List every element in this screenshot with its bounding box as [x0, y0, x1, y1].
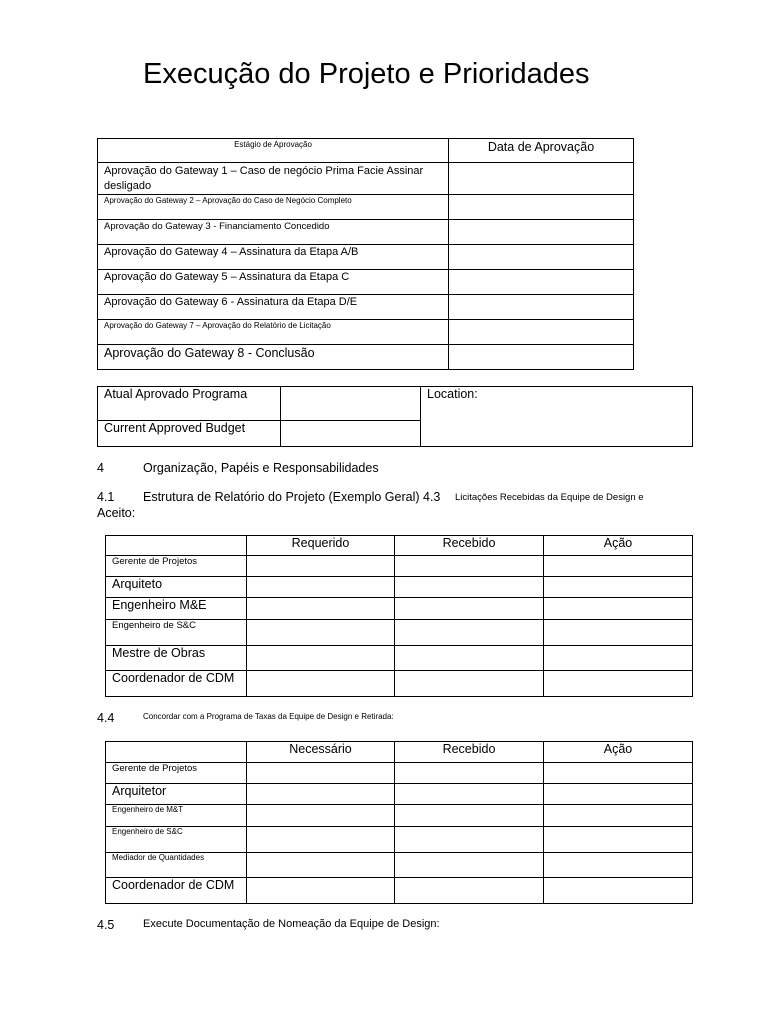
fees-cell[interactable] [395, 763, 544, 784]
bids-row-label: Arquiteto [106, 577, 247, 598]
bids-cell[interactable] [247, 671, 395, 697]
fees-row-label: Coordenador de CDM [106, 878, 247, 904]
fees-row-label: Engenheiro de S&C [106, 827, 247, 853]
fees-cell[interactable] [395, 784, 544, 805]
approval-row-3: Aprovação do Gateway 3 - Financiamento Concedido [98, 220, 449, 245]
bids-cell[interactable] [247, 556, 395, 577]
bids-row-label: Gerente de Projetos [106, 556, 247, 577]
bids-row-label: Engenheiro de S&C [106, 620, 247, 646]
fees-cell[interactable] [544, 805, 693, 827]
location-cell[interactable] [421, 387, 693, 447]
approval-row-5: Aprovação do Gateway 5 – Assinatura da Etapa C [98, 270, 449, 295]
fees-header-action: Ação [544, 742, 693, 763]
fees-header-received: Recebido [395, 742, 544, 763]
bids-cell[interactable] [544, 556, 693, 577]
bids-cell[interactable] [247, 646, 395, 671]
section-41-number: 4.1 [97, 490, 115, 504]
fees-cell[interactable] [544, 784, 693, 805]
fees-cell[interactable] [544, 827, 693, 853]
current-budget-value[interactable] [281, 421, 421, 447]
bids-header-required: Requerido [247, 536, 395, 556]
section-45-heading: Execute Documentação de Nomeação da Equipe de Design: [143, 918, 440, 930]
bids-cell[interactable] [544, 577, 693, 598]
bids-cell[interactable] [395, 598, 544, 620]
bids-cell[interactable] [395, 646, 544, 671]
fees-cell[interactable] [544, 878, 693, 904]
approval-row-2: Aprovação do Gateway 2 – Aprovação do Caso de Negócio Completo [98, 195, 449, 220]
location-label: Location: [427, 387, 478, 401]
bids-cell[interactable] [544, 620, 693, 646]
bids-header-action: Ação [544, 536, 693, 556]
bids-header-received: Recebido [395, 536, 544, 556]
bids-cell[interactable] [544, 671, 693, 697]
fees-cell[interactable] [247, 853, 395, 878]
fees-row-label: Gerente de Projetos [106, 763, 247, 784]
approval-row-7: Aprovação do Gateway 7 – Aprovação do Relatório de Licitação [98, 320, 449, 345]
fees-table [105, 741, 693, 904]
approval-date-2[interactable] [449, 195, 634, 220]
approval-row-6: Aprovação do Gateway 6 - Assinatura da Etapa D/E [98, 295, 449, 320]
section-44-number: 4.4 [97, 711, 115, 725]
section-43-heading: Licitações Recebidas da Equipe de Design e [455, 492, 644, 503]
approval-stage-header: Estágio de Aprovação [98, 139, 449, 163]
fees-cell[interactable] [247, 878, 395, 904]
section-45-number: 4.5 [97, 918, 115, 932]
section-44-heading: Concordar com a Programa de Taxas da Equipe de Design e Retirada: [143, 712, 394, 721]
bids-cell[interactable] [395, 620, 544, 646]
fees-cell[interactable] [247, 805, 395, 827]
fees-cell[interactable] [247, 784, 395, 805]
fees-cell[interactable] [544, 853, 693, 878]
fees-cell[interactable] [395, 878, 544, 904]
approval-date-3[interactable] [449, 220, 634, 245]
bids-cell[interactable] [544, 646, 693, 671]
approval-date-8[interactable] [449, 345, 634, 370]
fees-row-label: Mediador de Quantidades [106, 853, 247, 878]
fees-cell[interactable] [247, 763, 395, 784]
fees-cell[interactable] [395, 853, 544, 878]
bids-cell[interactable] [247, 577, 395, 598]
section-43-continuation: Aceito: [97, 506, 136, 520]
current-programme-label: Atual Aprovado Programa [98, 387, 281, 421]
approval-date-4[interactable] [449, 245, 634, 270]
fees-cell[interactable] [247, 827, 395, 853]
approval-date-7[interactable] [449, 320, 634, 345]
fees-cell[interactable] [395, 805, 544, 827]
bids-row-label: Coordenador de CDM [106, 671, 247, 697]
approval-row-4: Aprovação do Gateway 4 – Assinatura da Etapa A/B [98, 245, 449, 270]
current-budget-label: Current Approved Budget [98, 421, 281, 447]
section-41-heading: Estrutura de Relatório do Projeto (Exemplo Geral) 4.3 [143, 490, 441, 504]
bids-cell[interactable] [544, 598, 693, 620]
bids-row-label: Mestre de Obras [106, 646, 247, 671]
fees-header-blank [106, 742, 247, 763]
fees-cell[interactable] [395, 827, 544, 853]
page-title: Execução do Projeto e Prioridades [143, 58, 590, 90]
bids-table [105, 535, 693, 697]
fees-cell[interactable] [544, 763, 693, 784]
approval-date-header: Data de Aprovação [449, 139, 634, 163]
approval-row-8: Aprovação do Gateway 8 - Conclusão [98, 345, 449, 370]
budget-table [97, 386, 693, 447]
bids-row-label: Engenheiro M&E [106, 598, 247, 620]
bids-cell[interactable] [395, 577, 544, 598]
bids-cell[interactable] [247, 598, 395, 620]
section-4-heading: Organização, Papéis e Responsabilidades [143, 461, 379, 475]
approval-date-6[interactable] [449, 295, 634, 320]
bids-cell[interactable] [395, 556, 544, 577]
fees-header-needed: Necessário [247, 742, 395, 763]
approval-date-1[interactable] [449, 163, 634, 195]
approval-date-5[interactable] [449, 270, 634, 295]
bids-cell[interactable] [395, 671, 544, 697]
approval-row-1: Aprovação do Gateway 1 – Caso de negócio Prima Facie Assinar desligado [98, 163, 449, 195]
approval-table [97, 138, 634, 370]
bids-cell[interactable] [247, 620, 395, 646]
fees-row-label: Engenheiro de M&T [106, 805, 247, 827]
fees-row-label: Arquitetor [106, 784, 247, 805]
current-programme-value[interactable] [281, 387, 421, 421]
section-4-number: 4 [97, 461, 104, 475]
bids-header-blank [106, 536, 247, 556]
